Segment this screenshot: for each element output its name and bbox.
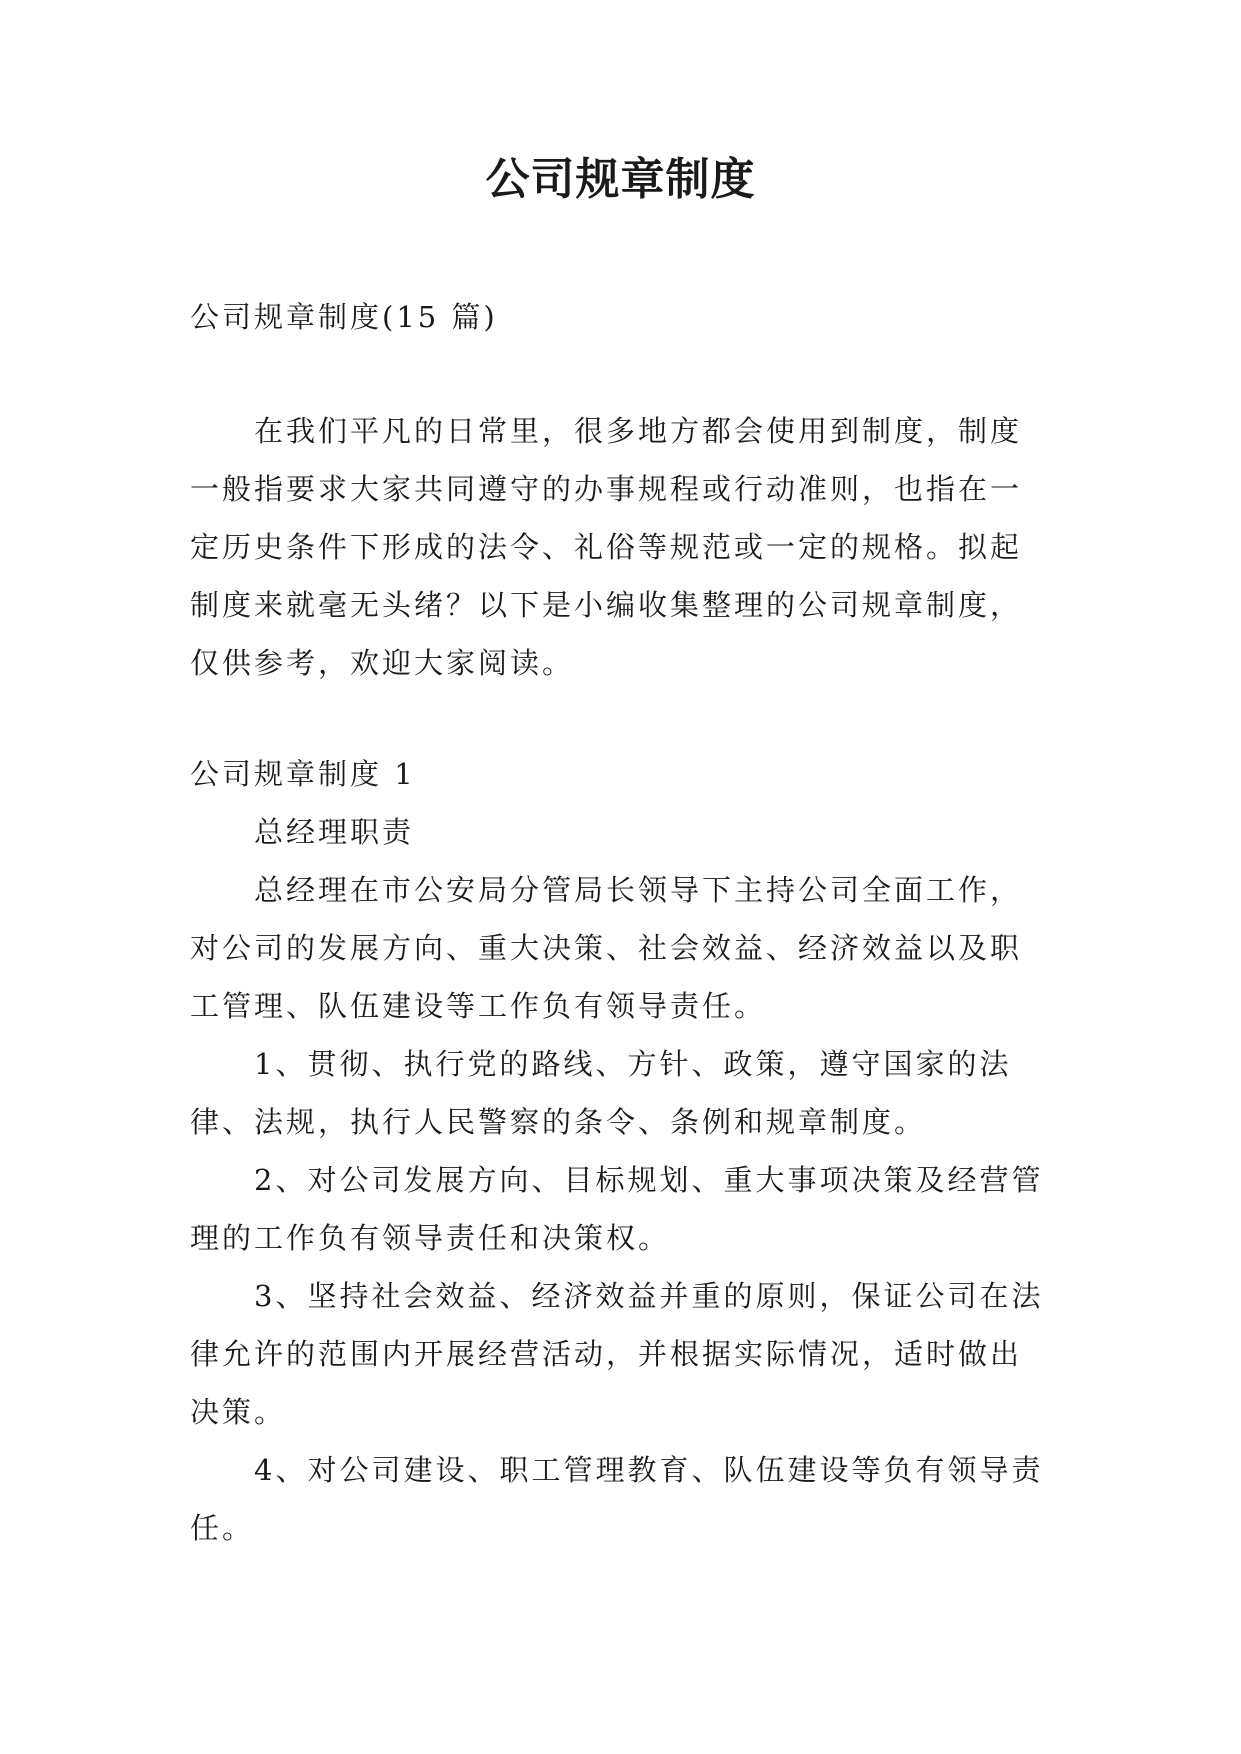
section-paragraph: 1、贯彻、执行党的路线、方针、政策，遵守国家的法律、法规，执行人民警察的条令、条例和规章制度。: [190, 1047, 1012, 1139]
section-heading: 公司规章制度 1: [190, 757, 416, 791]
document-subtitle: 公司规章制度(15 篇): [190, 300, 498, 334]
section-paragraph: 3、坚持社会效益、经济效益并重的原则，保证公司在法律允许的范围内开展经营活动，并根据实际情况，适时做出决策。: [190, 1279, 1044, 1429]
intro-paragraph: 在我们平凡的日常里，很多地方都会使用到制度，制度一般指要求大家共同遵守的办事规程或行动准则，也指在一定历史条件下形成的法令、礼俗等规范或一定的规格。拟起制度来就毫无头绪？以下是小编收集整理的公司规章制度，仅供参考，欢迎大家阅读。: [190, 414, 1023, 680]
section-paragraph: 4、对公司建设、职工管理教育、队伍建设等负有领导责任。: [190, 1453, 1044, 1545]
section-paragraph: 2、对公司发展方向、目标规划、重大事项决策及经营管理的工作负有领导责任和决策权。: [190, 1163, 1044, 1255]
section-paragraph: 总经理在市公安局分管局长领导下主持公司全面工作，对公司的发展方向、重大决策、社会效益、经济效益以及职工管理、队伍建设等工作负有领导责任。: [190, 873, 1023, 1023]
document-title: 公司规章制度: [485, 154, 756, 205]
section-body: [190, 803, 1052, 1557]
role-title: 总经理职责: [254, 815, 415, 849]
